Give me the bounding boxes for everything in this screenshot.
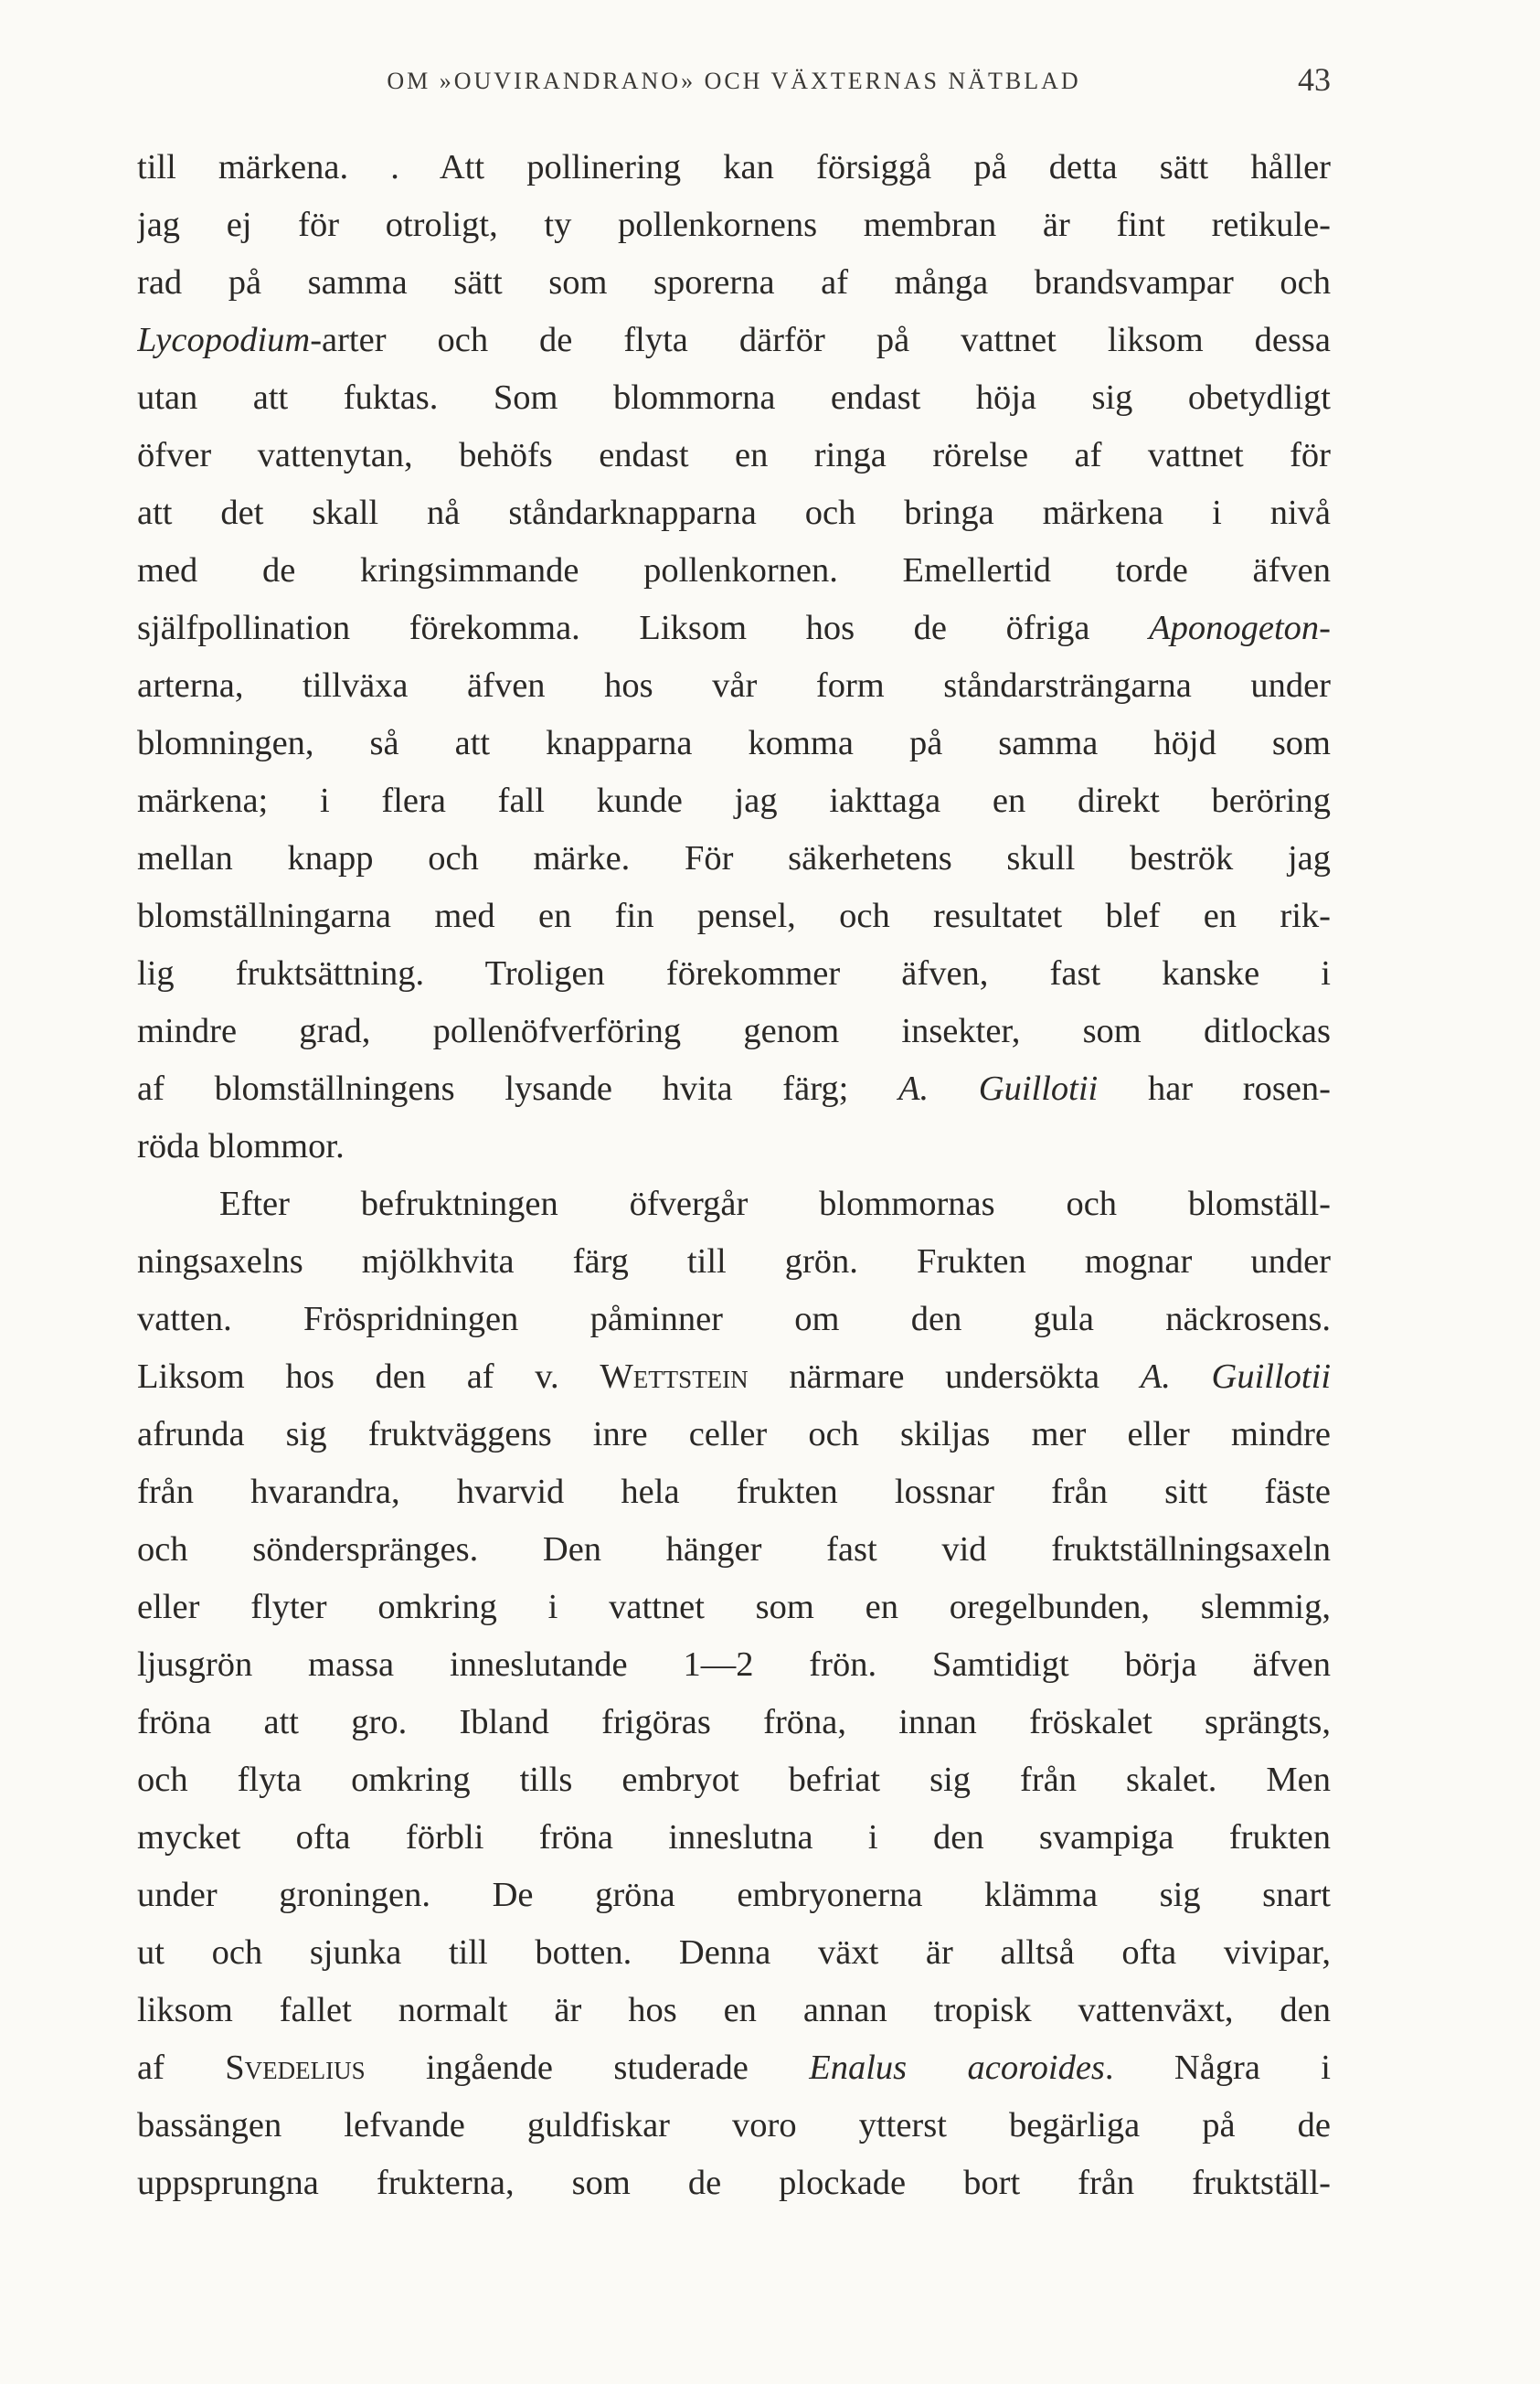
text-line: af blomställningens lysande hvita färg; A. Guillotii har rosen- bbox=[137, 1070, 1331, 1108]
text-line: märkena; i flera fall kunde jag iakttaga en direkt beröring bbox=[137, 782, 1331, 820]
text-line: mellan knapp och märke. För säkerhetens skull beströk jag bbox=[137, 839, 1331, 878]
text-line: öfver vattenytan, behöfs endast en ringa rörelse af vattnet för bbox=[137, 436, 1331, 474]
text-line: under groningen. De gröna embryonerna klämma sig snart bbox=[137, 1876, 1331, 1914]
text-line: Liksom hos den af v. Wettstein närmare undersökta A. Guillotii bbox=[137, 1357, 1331, 1396]
paragraph-start-line: Efter befruktningen öfvergår blommornas och blomställ- bbox=[219, 1185, 1331, 1223]
text-line: blomställningarna med en fin pensel, och resultatet blef en rik- bbox=[137, 897, 1331, 935]
page-number: 43 bbox=[1298, 61, 1331, 98]
text-line: afrunda sig fruktväggens inre celler och skiljas mer eller mindre bbox=[137, 1415, 1331, 1453]
paragraph-end-line: röda blommor. bbox=[137, 1127, 345, 1165]
text-line: liksom fallet normalt är hos en annan tropisk vattenväxt, den bbox=[137, 1991, 1331, 2029]
text-line: mindre grad, pollenöfverföring genom insekter, som ditlockas bbox=[137, 1012, 1331, 1050]
text-line: ningsaxelns mjölkhvita färg till grön. Frukten mognar under bbox=[137, 1242, 1331, 1281]
text-line: med de kringsimmande pollenkornen. Emellertid torde äfven bbox=[137, 551, 1331, 590]
text-line: rad på samma sätt som sporerna af många brandsvampar och bbox=[137, 263, 1331, 302]
text-line: från hvarandra, hvarvid hela frukten lossnar från sitt fäste bbox=[137, 1473, 1331, 1511]
genus-name: Aponogeton- bbox=[1149, 609, 1331, 647]
species-name: Enalus acoroides bbox=[809, 2049, 1105, 2087]
text-line: eller flyter omkring i vattnet som en oregelbunden, slemmig, bbox=[137, 1588, 1331, 1626]
page-header bbox=[137, 61, 1331, 101]
text-line: till märkena. . Att pollinering kan försiggå på detta sätt håller bbox=[137, 148, 1331, 186]
text-line: ljusgrön massa inneslutande 1—2 frön. Samtidigt börja äfven bbox=[137, 1645, 1331, 1684]
text-line: att det skall nå ståndarknapparna och bringa märkena i nivå bbox=[137, 494, 1331, 532]
text-line: Lycopodium-arter och de flyta därför på vattnet liksom dessa bbox=[137, 321, 1331, 359]
species-name: A. Guillotii bbox=[1140, 1357, 1331, 1396]
text-line: jag ej för otroligt, ty pollenkornens membran är fint retikule- bbox=[137, 206, 1331, 244]
text-line: arterna, tillväxa äfven hos vår form ståndarsträngarna under bbox=[137, 666, 1331, 705]
author-name: Wettstein bbox=[600, 1357, 749, 1396]
text-line: af Svedelius ingående studerade Enalus acoroides. Några i bbox=[137, 2049, 1331, 2087]
text-line: och flyta omkring tills embryot befriat sig från skalet. Men bbox=[137, 1761, 1331, 1799]
text-line: och sönderspränges. Den hänger fast vid fruktställningsaxeln bbox=[137, 1530, 1331, 1569]
body-text bbox=[137, 139, 1331, 2212]
running-head: OM »OUVIRANDRANO» OCH VÄXTERNAS NÄTBLAD bbox=[387, 68, 1081, 94]
genus-name: Lycopodium bbox=[137, 321, 311, 359]
text-line: vatten. Fröspridningen påminner om den gula näckrosens. bbox=[137, 1300, 1331, 1338]
text-line: lig fruktsättning. Troligen förekommer äfven, fast kanske i bbox=[137, 954, 1331, 993]
author-name: Svedelius bbox=[225, 2049, 366, 2087]
text-line: bassängen lefvande guldfiskar voro ytterst begärliga på de bbox=[137, 2106, 1331, 2145]
text-line: fröna att gro. Ibland frigöras fröna, innan fröskalet sprängts, bbox=[137, 1703, 1331, 1741]
text-line: själfpollination förekomma. Liksom hos de öfriga Aponogeton- bbox=[137, 609, 1331, 647]
text-line: blomningen, så att knapparna komma på samma höjd som bbox=[137, 724, 1331, 762]
text-line: utan att fuktas. Som blommorna endast höja sig obetydligt bbox=[137, 378, 1331, 417]
text-line: uppsprungna frukterna, som de plockade bort från fruktställ- bbox=[137, 2164, 1331, 2202]
text-line: mycket ofta förbli fröna inneslutna i den svampiga frukten bbox=[137, 1818, 1331, 1857]
text-line: ut och sjunka till botten. Denna växt är alltså ofta vivipar, bbox=[137, 1933, 1331, 1972]
species-name: A. Guillotii bbox=[897, 1070, 1099, 1108]
